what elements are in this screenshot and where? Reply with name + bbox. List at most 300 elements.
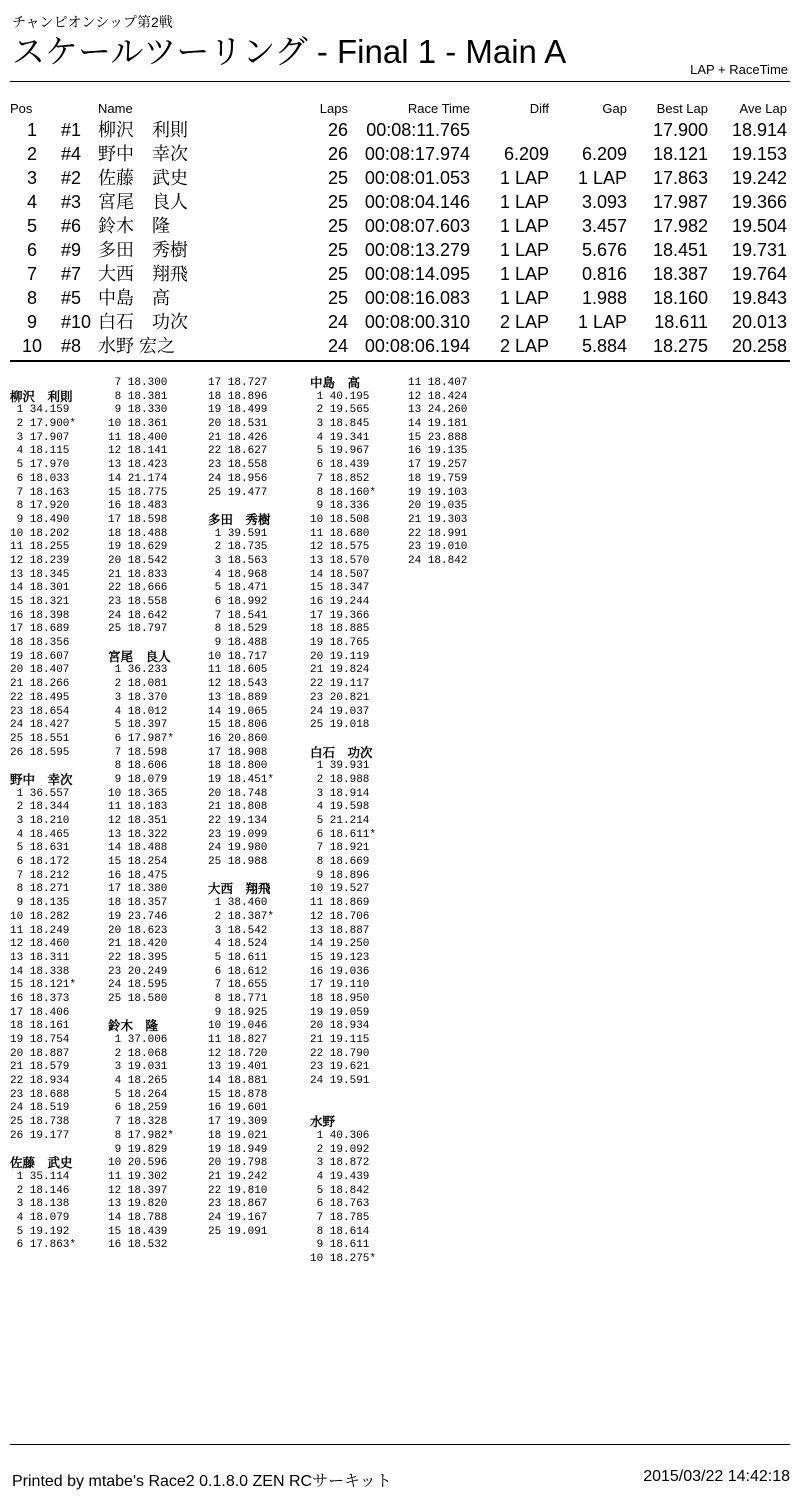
table-row <box>10 118 790 142</box>
lap-time-entry: 19 18.499 <box>208 404 268 417</box>
lap-time-entry: 12 18.141 <box>108 445 168 458</box>
lap-time-entry: 13 18.423 <box>108 459 168 472</box>
lap-time-entry: 24 19.980 <box>208 842 268 855</box>
lap-time-entry: 7 18.163 <box>10 486 70 499</box>
lap-time-entry: 4 18.968 <box>208 568 268 581</box>
cell-car-number: #9 <box>61 240 82 260</box>
results-table <box>10 100 790 358</box>
cell-ave-lap: 19.242 <box>731 168 787 188</box>
lap-time-entry: 3 18.914 <box>310 787 370 800</box>
lap-time-entry: 19 18.949 <box>208 1143 268 1156</box>
lap-time-entry: 5 18.631 <box>10 842 70 855</box>
lap-time-entry: 20 18.542 <box>108 554 168 567</box>
lap-time-entry: 14 19.065 <box>208 705 268 718</box>
cell-pos: 7 <box>26 264 37 284</box>
lap-time-entry: 3 18.210 <box>10 815 70 827</box>
lap-time-entry: 7 18.598 <box>108 746 168 759</box>
lap-time-entry: 16 18.532 <box>108 1239 168 1252</box>
cell-car-number: #3 <box>61 192 82 212</box>
lap-time-entry: 1 40.306 <box>310 1129 370 1142</box>
lap-time-entry: 24 18.595 <box>108 979 168 992</box>
table-row <box>10 238 790 262</box>
cell-car-number: #2 <box>61 168 82 188</box>
lap-time-entry: 12 18.543 <box>208 678 268 691</box>
lap-time-entry: 23 19.099 <box>208 828 268 841</box>
lap-time-entry: 1 36.557 <box>10 787 70 800</box>
cell-laps: 25 <box>327 240 348 260</box>
col-header-pos: Pos <box>10 101 33 116</box>
header-divider <box>10 81 790 82</box>
lap-driver-name: 柳沢 利則 <box>10 389 73 404</box>
lap-time-entry: 14 18.488 <box>108 842 168 855</box>
cell-car-number: #6 <box>61 216 82 236</box>
lap-time-entry: 11 18.183 <box>108 801 168 814</box>
lap-time-entry: 7 18.328 <box>108 1116 168 1129</box>
lap-time-entry: 7 18.300 <box>108 377 168 389</box>
lap-time-entry: 5 19.192 <box>10 1225 70 1238</box>
lap-driver-name: 水野 <box>310 1115 336 1130</box>
lap-driver-name: 宮尾 良人 <box>108 649 171 664</box>
lap-time-entry: 6 18.763 <box>310 1198 370 1211</box>
lap-spacer <box>208 500 308 514</box>
lap-time-entry: 23 20.821 <box>310 691 370 704</box>
lap-time-entry: 6 18.033 <box>10 472 70 485</box>
lap-time-entry: 1 39.931 <box>310 760 370 773</box>
lap-time-entry: 10 20.596 <box>108 1157 168 1170</box>
lap-time-entry: 25 18.551 <box>10 732 70 745</box>
cell-best-lap: 18.387 <box>652 264 708 284</box>
lap-time-entry: 19 18.754 <box>10 1034 70 1046</box>
lap-time-entry: 16 20.860 <box>208 732 268 745</box>
cell-race-time: 00:08:13.279 <box>364 240 470 260</box>
lap-time-entry: 24 18.519 <box>10 1102 70 1115</box>
lap-time-entry: 21 19.303 <box>408 513 468 526</box>
lap-time-entry: 11 19.302 <box>108 1170 168 1183</box>
lap-spacer <box>10 377 110 391</box>
cell-diff: 1 LAP <box>499 216 549 236</box>
lap-time-entry: 10 18.282 <box>10 910 70 923</box>
table-row <box>10 334 790 358</box>
lap-time-entry: 3 18.563 <box>208 554 268 567</box>
lap-time-entry: 18 19.021 <box>208 1129 268 1142</box>
cell-gap: 6.209 <box>581 144 627 164</box>
lap-time-entry: 24 18.842 <box>408 554 468 567</box>
lap-time-entry: 12 18.720 <box>208 1047 268 1060</box>
lap-time-entry: 9 18.336 <box>310 500 370 513</box>
lap-time-entry: 13 18.345 <box>10 568 70 581</box>
lap-time-entry: 18 18.950 <box>310 992 370 1005</box>
lap-time-entry: 3 18.542 <box>208 924 268 937</box>
lap-time-entry: 25 19.018 <box>310 719 370 732</box>
lap-time-entry: 15 18.347 <box>310 582 370 595</box>
lap-time-entry: 14 18.788 <box>108 1211 168 1224</box>
footer-divider <box>10 1444 790 1445</box>
lap-time-entry: 22 18.495 <box>10 691 70 704</box>
cell-best-lap: 18.611 <box>654 312 708 332</box>
lap-time-entry: 10 18.365 <box>108 787 168 800</box>
lap-time-entry: 3 18.138 <box>10 1198 70 1211</box>
lap-time-entry: 14 18.338 <box>10 965 70 978</box>
cell-driver-name: 中島 高 <box>98 288 170 308</box>
cell-driver-name: 野中 幸次 <box>98 144 188 164</box>
lap-time-entry: 25 18.797 <box>108 623 168 636</box>
cell-diff: 1 LAP <box>499 288 549 308</box>
cell-laps: 25 <box>327 264 348 284</box>
lap-time-entry: 16 18.483 <box>108 500 168 513</box>
lap-time-entry: 19 18.629 <box>108 541 168 554</box>
lap-time-entry: 14 18.301 <box>10 582 70 595</box>
col-header-gap: Gap <box>602 101 627 116</box>
cell-race-time: 00:08:00.310 <box>364 312 470 332</box>
cell-race-time: 00:08:06.194 <box>364 336 470 356</box>
lap-time-entry: 9 18.896 <box>310 869 370 882</box>
lap-time-entry: 7 18.541 <box>208 609 268 622</box>
lap-time-entry: 10 18.717 <box>208 650 268 663</box>
col-header-race-time: Race Time <box>407 101 470 116</box>
lap-driver-name: 大西 翔飛 <box>208 882 271 897</box>
lap-time-entry: 8 17.920 <box>10 500 70 513</box>
lap-time-entry: 15 18.121* <box>10 979 77 992</box>
lap-time-entry: 17 18.908 <box>208 746 268 759</box>
lap-time-entry: 12 18.706 <box>310 910 370 923</box>
lap-time-entry: 20 18.887 <box>10 1047 70 1060</box>
lap-time-entry: 3 17.907 <box>10 431 70 444</box>
lap-time-entry: 8 18.606 <box>108 760 168 773</box>
cell-ave-lap: 20.013 <box>731 312 787 332</box>
lap-time-entry: 2 18.735 <box>208 541 268 554</box>
lap-time-entry: 1 39.591 <box>208 527 268 540</box>
lap-time-entry: 11 18.400 <box>108 431 168 444</box>
lap-time-entry: 5 21.214 <box>310 815 370 827</box>
lap-time-entry: 20 19.119 <box>310 650 370 663</box>
lap-time-entry: 10 18.361 <box>108 418 168 431</box>
lap-time-entry: 19 23.746 <box>108 910 168 923</box>
cell-diff: 2 LAP <box>499 336 549 356</box>
lap-time-entry: 20 18.407 <box>10 664 70 677</box>
lap-column <box>408 377 508 569</box>
lap-time-entry: 11 18.407 <box>408 377 468 389</box>
lap-time-entry: 15 18.321 <box>10 596 70 608</box>
cell-pos: 6 <box>26 240 37 260</box>
cell-gap: 3.093 <box>581 192 627 212</box>
lap-time-entry: 8 18.669 <box>310 856 370 869</box>
lap-time-entry: 12 18.351 <box>108 815 168 827</box>
lap-time-entry: 3 18.370 <box>108 691 168 704</box>
page-title: スケールツーリング - Final 1 - Main A <box>12 33 567 70</box>
lap-time-entry: 18 18.356 <box>10 637 70 650</box>
lap-time-entry: 19 18.451* <box>208 773 275 786</box>
table-row <box>10 214 790 238</box>
lap-time-entry: 3 18.845 <box>310 418 370 431</box>
lap-time-entry: 18 18.885 <box>310 623 370 636</box>
lap-time-entry: 11 18.869 <box>310 897 370 910</box>
lap-time-entry: 17 19.309 <box>208 1116 268 1129</box>
cell-diff: 2 LAP <box>499 312 549 332</box>
cell-pos: 5 <box>26 216 37 236</box>
lap-time-entry: 20 18.531 <box>208 418 268 431</box>
cell-pos: 2 <box>26 144 37 164</box>
lap-time-entry: 21 18.808 <box>208 801 268 814</box>
lap-time-entry: 15 23.888 <box>408 431 468 444</box>
cell-driver-name: 鈴木 隆 <box>98 216 170 236</box>
lap-time-entry: 21 19.824 <box>310 664 370 677</box>
lap-time-entry: 17 18.727 <box>208 377 268 389</box>
cell-car-number: #10 <box>61 312 92 332</box>
lap-time-entry: 8 18.614 <box>310 1225 370 1238</box>
lap-column <box>10 377 110 1253</box>
lap-time-entry: 18 18.488 <box>108 527 168 540</box>
lap-time-entry: 17 18.689 <box>10 623 70 636</box>
timing-mode: LAP + RaceTime <box>690 62 788 77</box>
cell-car-number: #8 <box>61 336 82 356</box>
lap-time-entry: 4 18.115 <box>10 445 70 458</box>
lap-time-entry: 20 18.623 <box>108 924 168 937</box>
cell-ave-lap: 19.731 <box>731 240 787 260</box>
cell-pos: 1 <box>26 120 37 140</box>
lap-time-entry: 6 17.987* <box>108 732 175 745</box>
lap-time-entry: 18 18.800 <box>208 760 268 773</box>
lap-time-entry: 4 18.524 <box>208 938 268 951</box>
col-header-laps: Laps <box>319 101 348 116</box>
cell-laps: 24 <box>327 336 348 356</box>
lap-time-entry: 2 19.092 <box>310 1143 370 1156</box>
lap-time-entry: 24 19.591 <box>310 1075 370 1088</box>
table-row <box>10 166 790 190</box>
lap-time-entry: 4 18.465 <box>10 828 70 841</box>
lap-time-entry: 13 18.887 <box>310 924 370 937</box>
lap-time-entry: 19 19.059 <box>310 1006 370 1019</box>
lap-time-entry: 22 19.810 <box>208 1184 268 1197</box>
cell-ave-lap: 20.258 <box>731 336 787 356</box>
cell-laps: 26 <box>327 144 348 164</box>
cell-car-number: #5 <box>61 288 82 308</box>
cell-driver-name: 佐藤 武史 <box>98 168 188 188</box>
lap-time-entry: 12 18.575 <box>310 541 370 554</box>
col-header-diff: Diff <box>529 101 549 116</box>
cell-best-lap: 18.451 <box>652 240 708 260</box>
lap-time-entry: 11 18.255 <box>10 541 70 554</box>
lap-time-entry: 5 18.611 <box>208 951 268 964</box>
lap-time-entry: 24 18.956 <box>208 472 268 485</box>
lap-time-entry: 25 18.988 <box>208 856 268 869</box>
lap-time-entry: 22 18.991 <box>408 527 468 540</box>
lap-time-entry: 7 18.212 <box>10 869 70 882</box>
lap-time-entry: 18 18.161 <box>10 1020 70 1033</box>
lap-column <box>310 377 410 1267</box>
lap-time-entry: 20 18.748 <box>208 787 268 800</box>
cell-ave-lap: 19.153 <box>731 144 787 164</box>
lap-time-entry: 11 18.605 <box>208 664 268 677</box>
lap-time-entry: 21 18.833 <box>108 568 168 581</box>
lap-spacer <box>310 733 410 747</box>
cell-race-time: 00:08:17.974 <box>364 144 470 164</box>
lap-time-entry: 9 18.611 <box>310 1239 370 1252</box>
lap-driver-name: 佐藤 武史 <box>10 1156 73 1171</box>
lap-time-entry: 16 19.036 <box>310 965 370 978</box>
lap-time-entry: 23 19.621 <box>310 1061 370 1074</box>
lap-driver-name: 多田 秀樹 <box>208 512 271 527</box>
table-row <box>10 310 790 334</box>
lap-time-entry: 12 18.424 <box>408 390 468 403</box>
cell-ave-lap: 19.504 <box>731 216 787 236</box>
lap-time-entry: 24 19.167 <box>208 1211 268 1224</box>
lap-time-entry: 25 18.738 <box>10 1116 70 1129</box>
cell-gap: 1.988 <box>581 288 627 308</box>
cell-laps: 25 <box>327 192 348 212</box>
cell-laps: 25 <box>327 216 348 236</box>
lap-time-entry: 23 18.867 <box>208 1198 268 1211</box>
cell-driver-name: 多田 秀樹 <box>98 240 188 260</box>
lap-time-entry: 26 18.595 <box>10 746 70 759</box>
report-header <box>12 10 788 82</box>
lap-time-entry: 10 18.508 <box>310 513 370 526</box>
lap-time-entry: 5 18.397 <box>108 719 168 732</box>
lap-column <box>108 377 208 1253</box>
lap-times-section <box>10 377 790 1437</box>
cell-pos: 3 <box>26 168 37 188</box>
cell-gap: 1 LAP <box>577 312 627 332</box>
cell-laps: 25 <box>327 288 348 308</box>
cell-ave-lap: 19.843 <box>731 288 787 308</box>
lap-time-entry: 23 18.558 <box>108 596 168 608</box>
lap-time-entry: 22 18.934 <box>10 1075 70 1088</box>
lap-time-entry: 6 18.172 <box>10 856 70 869</box>
lap-time-entry: 13 19.820 <box>108 1198 168 1211</box>
lap-time-entry: 2 17.900* <box>10 418 77 431</box>
cell-race-time: 00:08:04.146 <box>364 192 470 212</box>
cell-car-number: #7 <box>61 264 82 284</box>
lap-time-entry: 5 18.842 <box>310 1184 370 1197</box>
lap-time-entry: 2 18.146 <box>10 1184 70 1197</box>
results-header-row <box>10 100 790 118</box>
cell-best-lap: 18.275 <box>652 336 708 356</box>
lap-time-entry: 24 18.427 <box>10 719 70 732</box>
cell-gap: 1 LAP <box>577 168 627 188</box>
lap-time-entry: 6 18.992 <box>208 596 268 608</box>
lap-time-entry: 15 19.123 <box>310 951 370 964</box>
lap-time-entry: 16 18.475 <box>108 869 168 882</box>
lap-time-entry: 22 18.395 <box>108 951 168 964</box>
cell-driver-name: 白石 功次 <box>98 312 188 332</box>
lap-time-entry: 2 18.344 <box>10 801 70 814</box>
lap-time-entry: 8 18.381 <box>108 390 168 403</box>
lap-time-entry: 1 38.460 <box>208 897 268 910</box>
cell-gap: 0.816 <box>581 264 627 284</box>
lap-time-entry: 23 18.688 <box>10 1088 70 1101</box>
cell-best-lap: 17.900 <box>652 120 708 140</box>
cell-ave-lap: 18.914 <box>731 120 787 140</box>
lap-time-entry: 3 18.872 <box>310 1157 370 1170</box>
cell-pos: 8 <box>26 288 37 308</box>
cell-pos: 10 <box>21 336 43 356</box>
lap-spacer <box>310 1089 410 1103</box>
cell-laps: 25 <box>327 168 348 188</box>
lap-time-entry: 2 18.387* <box>208 910 275 923</box>
lap-time-entry: 16 19.244 <box>310 596 370 608</box>
lap-time-entry: 12 18.239 <box>10 554 70 567</box>
series-name: チャンピオンシップ第2戦 <box>12 14 173 30</box>
lap-time-entry: 17 18.406 <box>10 1006 70 1019</box>
lap-time-entry: 4 19.439 <box>310 1170 370 1183</box>
lap-time-entry: 16 19.135 <box>408 445 468 458</box>
lap-time-entry: 9 18.330 <box>108 404 168 417</box>
cell-laps: 26 <box>327 120 348 140</box>
lap-time-entry: 9 18.488 <box>208 637 268 650</box>
lap-time-entry: 21 18.266 <box>10 678 70 691</box>
print-datetime: 2015/03/22 14:42:18 <box>643 1468 790 1485</box>
cell-gap: 5.884 <box>581 336 627 356</box>
lap-time-entry: 8 17.982* <box>108 1129 175 1142</box>
cell-best-lap: 17.982 <box>652 216 708 236</box>
lap-time-entry: 1 35.114 <box>10 1170 70 1183</box>
lap-time-entry: 14 21.174 <box>108 472 168 485</box>
lap-time-entry: 2 19.565 <box>310 404 370 417</box>
cell-best-lap: 17.987 <box>652 192 708 212</box>
lap-time-entry: 9 18.135 <box>10 897 70 910</box>
cell-driver-name: 水野 宏之 <box>98 336 176 356</box>
lap-time-entry: 4 18.265 <box>108 1075 168 1088</box>
lap-time-entry: 25 18.580 <box>108 992 168 1005</box>
lap-time-entry: 14 19.181 <box>408 418 468 431</box>
lap-time-entry: 8 18.271 <box>10 883 70 896</box>
lap-time-entry: 1 40.195 <box>310 390 370 403</box>
lap-time-entry: 25 19.091 <box>208 1225 268 1238</box>
col-header-name: Name <box>98 101 133 116</box>
lap-time-entry: 5 19.967 <box>310 445 370 458</box>
lap-time-entry: 8 18.771 <box>208 992 268 1005</box>
lap-time-entry: 6 18.259 <box>108 1102 168 1115</box>
lap-time-entry: 13 18.322 <box>108 828 168 841</box>
lap-time-entry: 16 18.398 <box>10 609 70 622</box>
lap-column <box>208 377 308 1239</box>
results-divider <box>10 360 790 362</box>
lap-time-entry: 23 20.249 <box>108 965 168 978</box>
lap-time-entry: 11 18.827 <box>208 1034 268 1046</box>
lap-time-entry: 3 19.031 <box>108 1061 168 1074</box>
lap-time-entry: 14 18.507 <box>310 568 370 581</box>
lap-time-entry: 17 19.366 <box>310 609 370 622</box>
lap-time-entry: 15 18.439 <box>108 1225 168 1238</box>
lap-time-entry: 7 18.785 <box>310 1211 370 1224</box>
lap-time-entry: 10 19.527 <box>310 883 370 896</box>
lap-time-entry: 7 18.655 <box>208 979 268 992</box>
lap-time-entry: 18 18.896 <box>208 390 268 403</box>
cell-race-time: 00:08:07.603 <box>364 216 470 236</box>
lap-time-entry: 11 18.249 <box>10 924 70 937</box>
lap-time-entry: 7 18.852 <box>310 472 370 485</box>
lap-time-entry: 18 19.759 <box>408 472 468 485</box>
lap-time-entry: 6 17.863* <box>10 1239 77 1252</box>
lap-time-entry: 5 18.471 <box>208 582 268 595</box>
lap-time-entry: 9 18.490 <box>10 513 70 526</box>
lap-driver-name: 鈴木 隆 <box>108 1019 159 1034</box>
lap-time-entry: 17 18.380 <box>108 883 168 896</box>
lap-time-entry: 22 18.790 <box>310 1047 370 1060</box>
lap-time-entry: 11 18.680 <box>310 527 370 540</box>
lap-time-entry: 15 18.806 <box>208 719 268 732</box>
lap-time-entry: 22 19.134 <box>208 815 268 827</box>
lap-time-entry: 1 34.159 <box>10 404 70 417</box>
cell-gap: 3.457 <box>581 216 627 236</box>
lap-time-entry: 19 19.103 <box>408 486 468 499</box>
lap-time-entry: 22 18.627 <box>208 445 268 458</box>
lap-time-entry: 20 19.798 <box>208 1157 268 1170</box>
lap-time-entry: 4 18.079 <box>10 1211 70 1224</box>
lap-time-entry: 19 18.765 <box>310 637 370 650</box>
lap-time-entry: 26 19.177 <box>10 1129 70 1142</box>
lap-time-entry: 10 19.046 <box>208 1020 268 1033</box>
cell-race-time: 00:08:16.083 <box>364 288 470 308</box>
